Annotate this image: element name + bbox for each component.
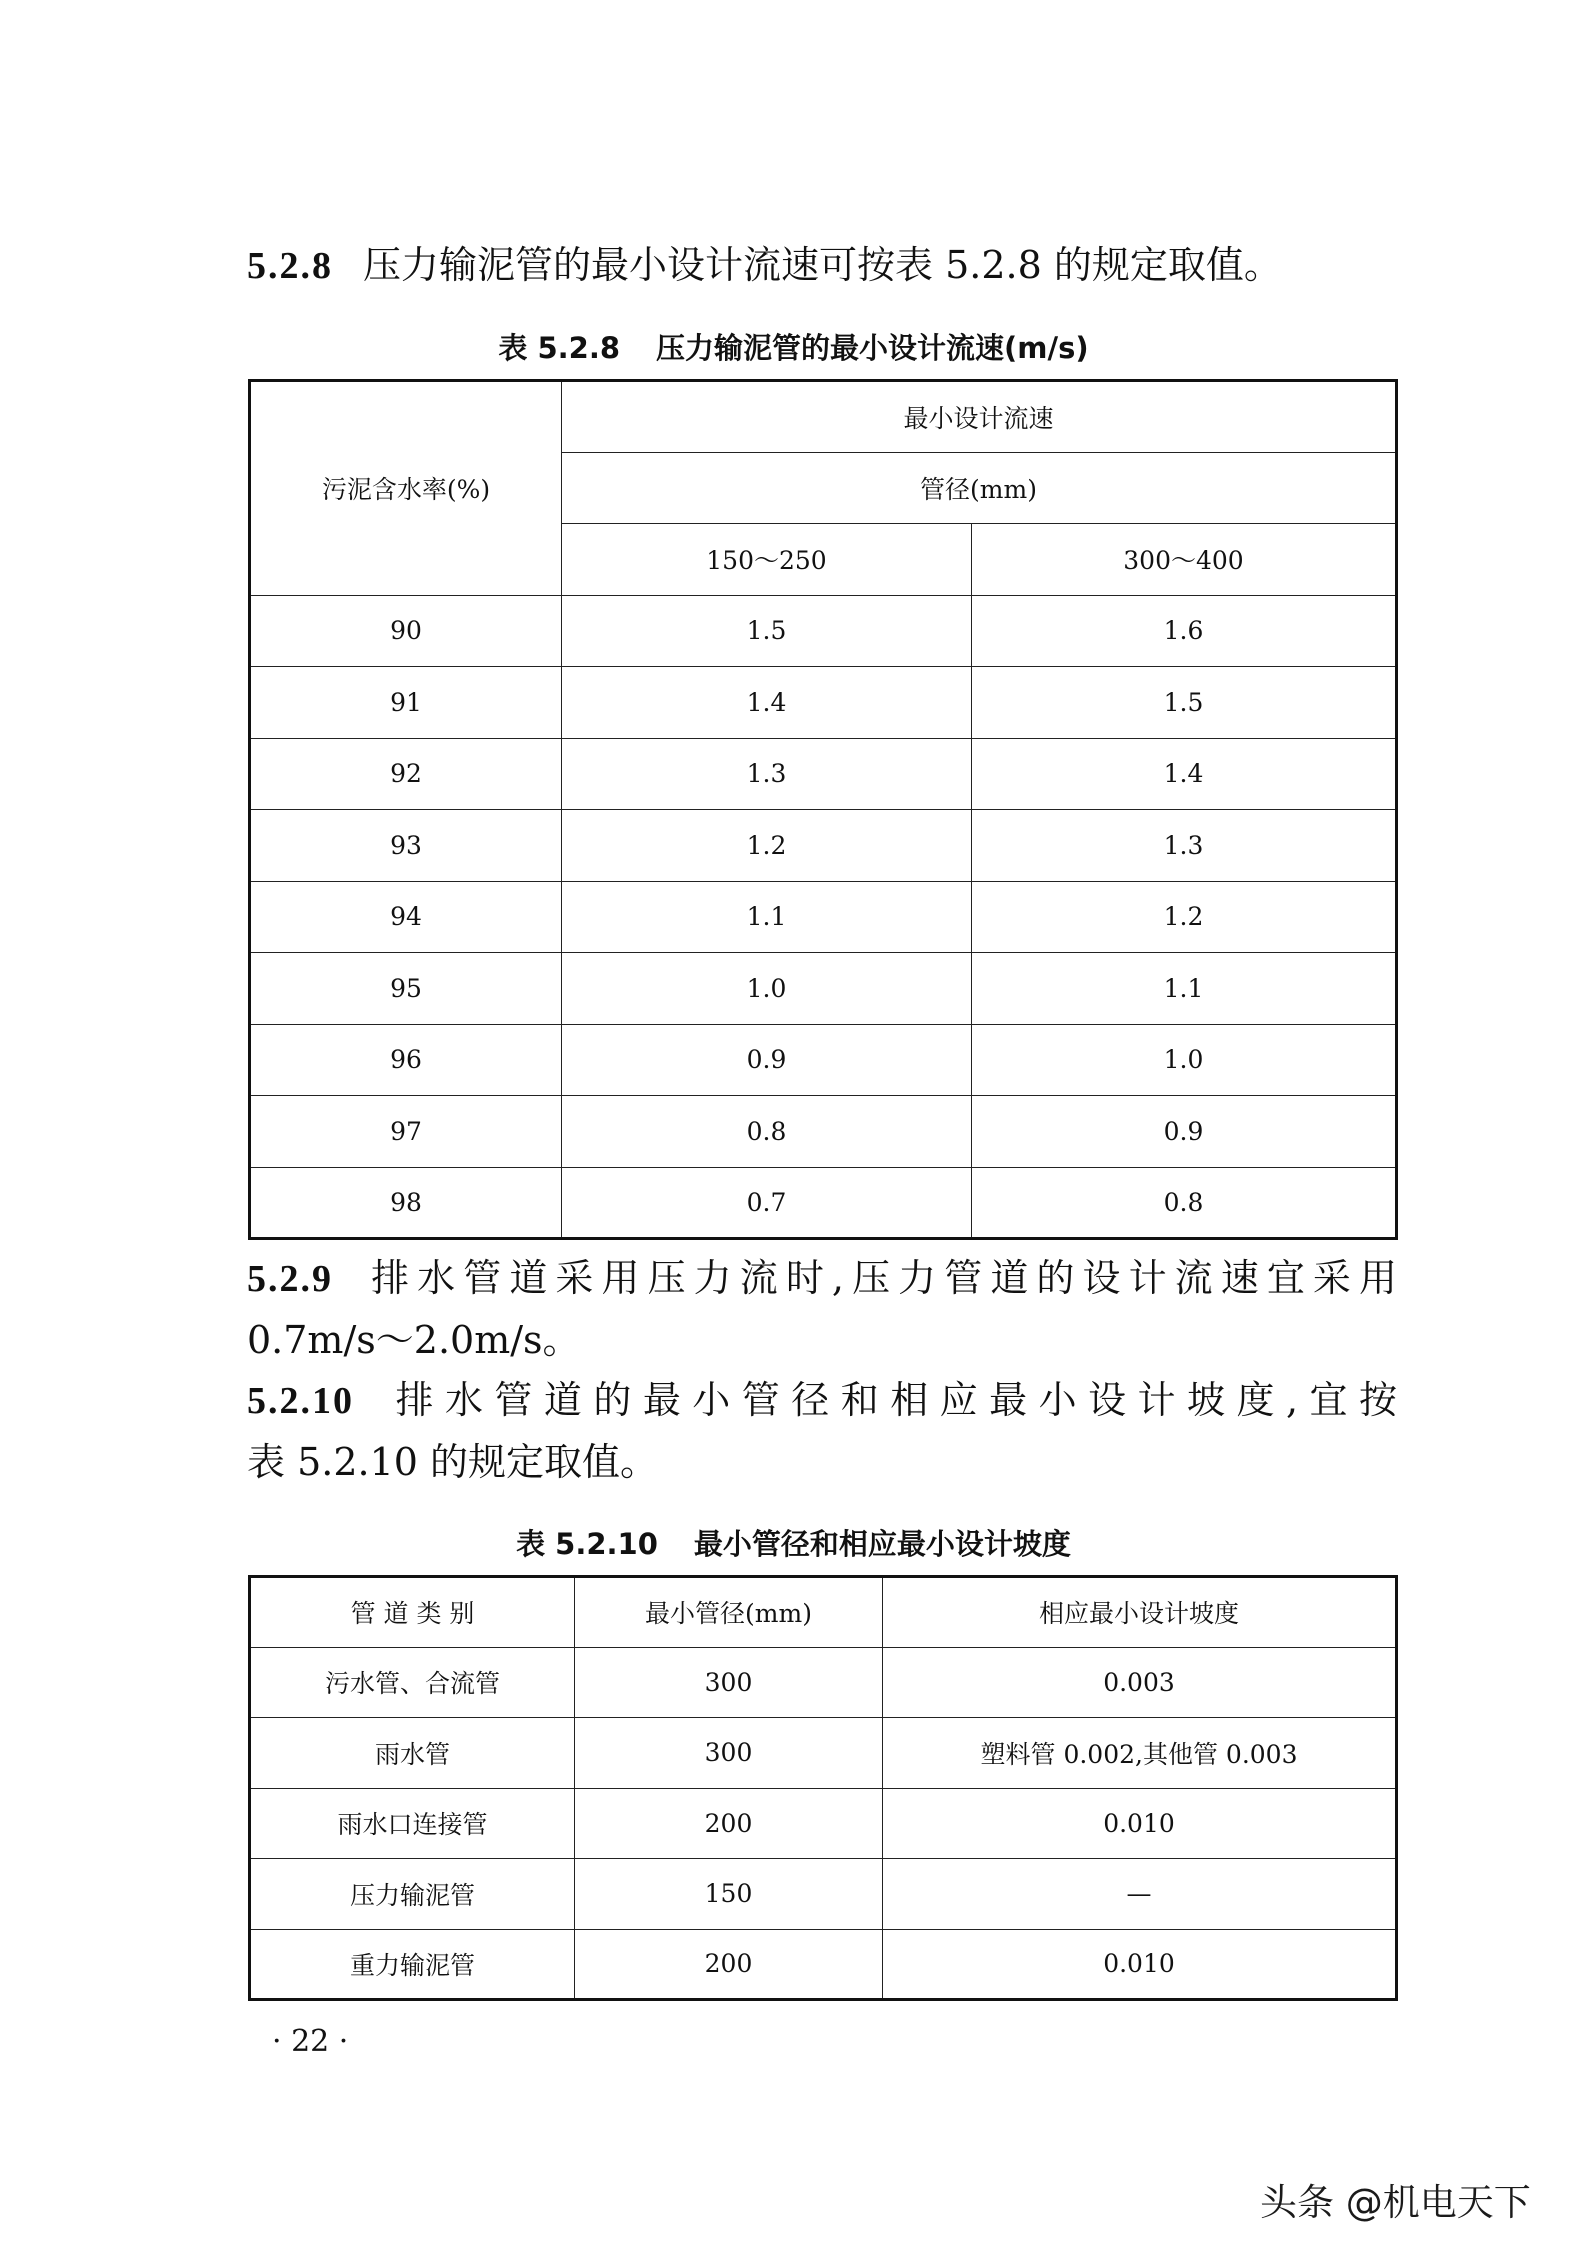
- table-row: [250, 1859, 1397, 1930]
- header-cell: 最小设计流速: [562, 381, 1397, 453]
- table-header-row: [250, 381, 1397, 453]
- table-row: [250, 1788, 1397, 1859]
- table-row: [250, 1647, 1397, 1718]
- table-caption: [0, 326, 1587, 367]
- table-cell: 1.0: [562, 953, 972, 1025]
- clause-text: 0.7m/s～2.0m/s。: [247, 1318, 581, 1362]
- table-cell: 300: [575, 1647, 883, 1718]
- table-cell: 95: [250, 953, 562, 1025]
- table-row: [250, 1929, 1397, 2000]
- table-cell: 1.3: [972, 810, 1397, 882]
- table-cell: 0.8: [972, 1167, 1397, 1239]
- table-cell: 1.4: [562, 667, 972, 739]
- table-cell: 0.010: [883, 1929, 1397, 2000]
- table-cell: 压力输泥管: [250, 1859, 575, 1930]
- table-header-row: [250, 1577, 1397, 1648]
- table-cell: 0.9: [972, 1096, 1397, 1168]
- table-cell: 93: [250, 810, 562, 882]
- table-row: [250, 1024, 1397, 1096]
- header-cell: 150～250: [562, 524, 972, 596]
- table-row: [250, 1167, 1397, 1239]
- table-cell: 1.6: [972, 595, 1397, 667]
- table-cell: 1.0: [972, 1024, 1397, 1096]
- watermark: 头条 @机电天下: [1260, 2181, 1531, 2224]
- table-cell: 雨水口连接管: [250, 1788, 575, 1859]
- clause-text: 表 5.2.10 的规定取值。: [247, 1440, 659, 1484]
- clause-number: 5.2.10: [247, 1380, 354, 1422]
- table-row: [250, 667, 1397, 739]
- table-cell: 300: [575, 1718, 883, 1789]
- table-cell: 98: [250, 1167, 562, 1239]
- table-cell: 200: [575, 1929, 883, 2000]
- table-caption-title: 最小管径和相应最小设计坡度: [693, 1527, 1071, 1561]
- table-cell: 1.3: [562, 738, 972, 810]
- clause-text: 压力输泥管的最小设计流速可按表 5.2.8 的规定取值。: [363, 243, 1282, 287]
- clause-number: 5.2.9: [247, 1258, 333, 1300]
- table-cell: 0.7: [562, 1167, 972, 1239]
- clause-line: [247, 1248, 1397, 1310]
- clause-5-2-10: [247, 1370, 1397, 1493]
- table-cell: —: [883, 1859, 1397, 1930]
- table-cell: 1.1: [562, 881, 972, 953]
- clause-5-2-8: [247, 235, 1397, 297]
- table-cell: 污水管、合流管: [250, 1647, 575, 1718]
- table-cell: 1.5: [562, 595, 972, 667]
- table-caption-number: 表 5.2.10: [516, 1527, 658, 1561]
- table-cell: 90: [250, 595, 562, 667]
- table-caption-title: 压力输泥管的最小设计流速(m/s): [656, 331, 1089, 365]
- table-cell: 97: [250, 1096, 562, 1168]
- table-cell: 92: [250, 738, 562, 810]
- table-cell: 96: [250, 1024, 562, 1096]
- min-diameter-slope-table: [248, 1575, 1398, 2001]
- table-cell: 150: [575, 1859, 883, 1930]
- clause-text: 排水管道的最小管径和相应最小设计坡度,宜按: [384, 1378, 1397, 1422]
- header-cell: 管径(mm): [562, 452, 1397, 524]
- clause-line: [247, 1370, 1397, 1432]
- table-cell: 1.1: [972, 953, 1397, 1025]
- table-cell: 1.2: [972, 881, 1397, 953]
- table-cell: 1.4: [972, 738, 1397, 810]
- header-cell: 300～400: [972, 524, 1397, 596]
- table-row: [250, 953, 1397, 1025]
- table-cell: 91: [250, 667, 562, 739]
- table-cell: 1.5: [972, 667, 1397, 739]
- header-cell: 相应最小设计坡度: [883, 1577, 1397, 1648]
- table-cell: 200: [575, 1788, 883, 1859]
- page-number: · 22 ·: [272, 2024, 349, 2059]
- clause-number: 5.2.8: [247, 245, 333, 287]
- table-cell: 雨水管: [250, 1718, 575, 1789]
- min-velocity-table: [248, 379, 1398, 1240]
- clause-text: 排水管道采用压力流时,压力管道的设计流速宜采用: [363, 1256, 1397, 1300]
- table-row: [250, 738, 1397, 810]
- table-row: [250, 595, 1397, 667]
- table-cell: 塑料管 0.002,其他管 0.003: [883, 1718, 1397, 1789]
- header-cell: 最小管径(mm): [575, 1577, 883, 1648]
- table-cell: 94: [250, 881, 562, 953]
- table-cell: 0.8: [562, 1096, 972, 1168]
- table-cell: 0.9: [562, 1024, 972, 1096]
- table-cell: 0.003: [883, 1647, 1397, 1718]
- table-row: [250, 1718, 1397, 1789]
- header-cell: 污泥含水率(%): [250, 381, 562, 596]
- table-cell: 0.010: [883, 1788, 1397, 1859]
- header-cell: 管 道 类 别: [250, 1577, 575, 1648]
- table-caption: [0, 1522, 1587, 1563]
- clause-5-2-9: [247, 1248, 1397, 1371]
- table-cell: 重力输泥管: [250, 1929, 575, 2000]
- table-cell: 1.2: [562, 810, 972, 882]
- table-caption-number: 表 5.2.8: [498, 331, 621, 365]
- table-row: [250, 881, 1397, 953]
- table-row: [250, 1096, 1397, 1168]
- table-row: [250, 810, 1397, 882]
